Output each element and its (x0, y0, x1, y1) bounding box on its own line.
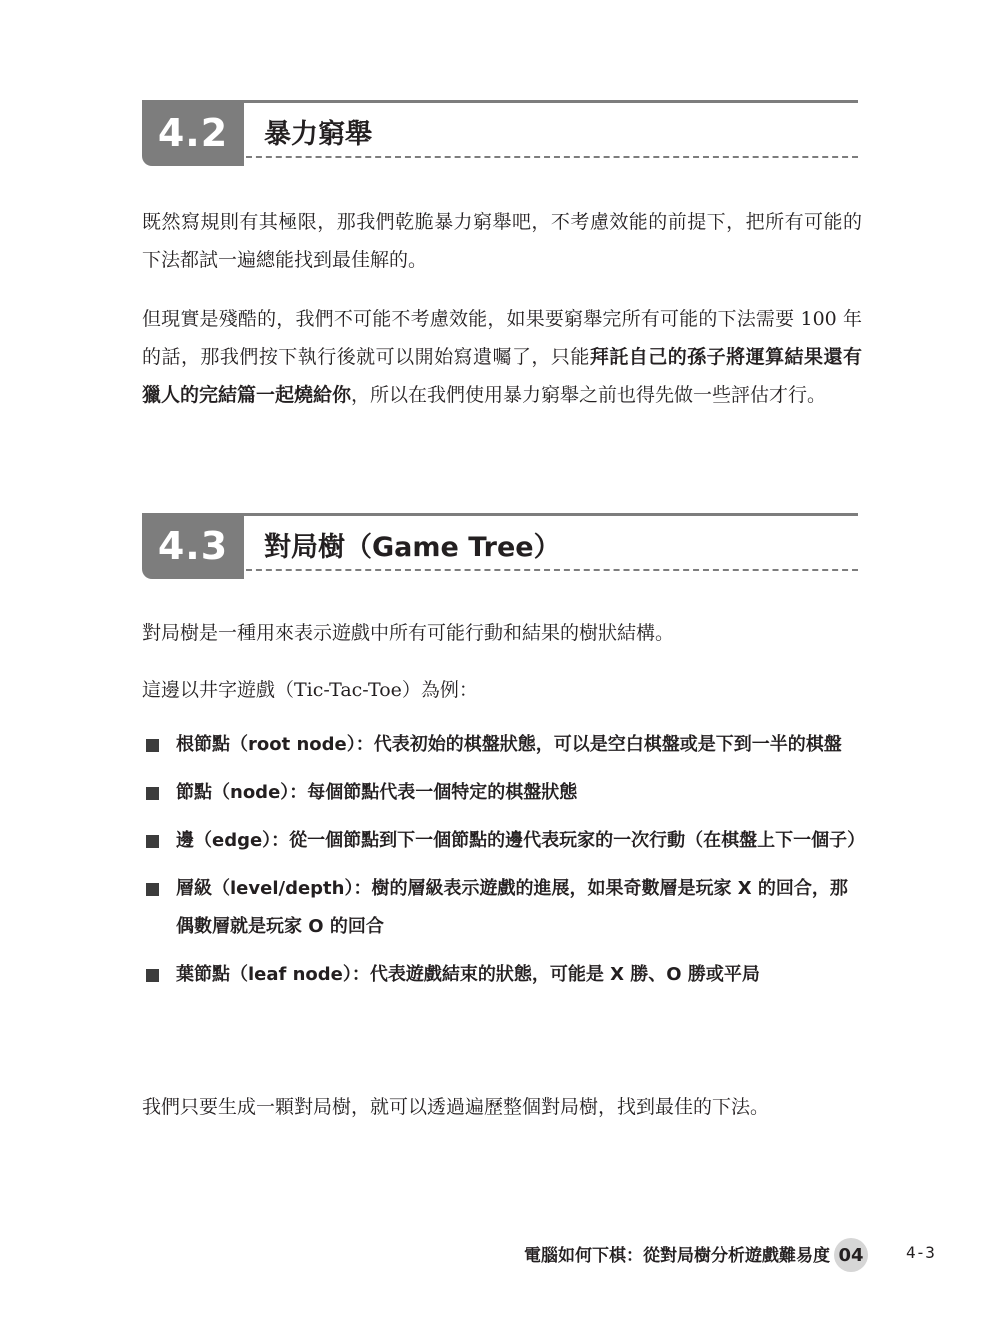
page-number: 4-3 (906, 1243, 935, 1262)
section-number: 4.2 (142, 100, 244, 166)
paragraph-game-tree-definition: 對局樹是一種用來表示遊戲中所有可能行動和結果的樹狀結構。 (142, 622, 675, 644)
list-item-text: 節點（node）：每個節點代表一個特定的棋盤狀態 (176, 782, 578, 803)
section-heading-4-3 (142, 513, 858, 583)
list-item-text: 層級（level/depth）：樹的層級表示遊戲的進展，如果奇數層是玩家 X 的回合，那偶數層就是玩家 O 的回合 (176, 878, 848, 937)
paragraph-brute-force-reality (142, 300, 862, 414)
list-item (142, 870, 862, 946)
square-bullet-icon (146, 835, 159, 848)
list-item (142, 774, 862, 812)
list-item (142, 822, 866, 860)
section-title: 對局樹（Game Tree） (264, 532, 561, 563)
list-item-text: 葉節點（leaf node）：代表遊戲結束的狀態，可能是 X 勝、O 勝或平局 (176, 964, 760, 985)
chapter-number-badge: 04 (834, 1238, 868, 1272)
paragraph-closing: 我們只要生成一顆對局樹，就可以透過遍歷整個對局樹，找到最佳的下法。 (142, 1096, 770, 1118)
list-item-text: 根節點（root node）：代表初始的棋盤狀態，可以是空白棋盤或是下到一半的棋盤 (176, 734, 842, 755)
heading-dashed-rule (246, 156, 858, 158)
list-item (142, 726, 862, 764)
paragraph-text: 但現實是殘酷的，我們不可能不考慮效能，如果要窮舉完所有可能的下法需要 100 年的話，那我們按下執行後就可以開始寫遺囑了，只能 (142, 308, 862, 368)
section-number: 4.3 (142, 513, 244, 579)
section-heading-4-2 (142, 100, 858, 170)
emphasized-text: 拜託自己的孫子將運算結果還有獵人的完結篇一起燒給你 (142, 346, 862, 406)
section-title: 暴力窮舉 (264, 119, 372, 150)
running-footer-title: 電腦如何下棋：從對局樹分析遊戲難易度 (524, 1246, 830, 1266)
list-item (142, 956, 862, 994)
square-bullet-icon (146, 883, 159, 896)
heading-top-rule (244, 100, 858, 103)
square-bullet-icon (146, 787, 159, 800)
heading-top-rule (244, 513, 858, 516)
paragraph-brute-force-intro: 既然寫規則有其極限，那我們乾脆暴力窮舉吧，不考慮效能的前提下，把所有可能的下法都試一遍總能找到最佳解的。 (142, 211, 862, 271)
game-tree-terms-list (142, 726, 866, 1004)
list-item-text: 邊（edge）：從一個節點到下一個節點的邊代表玩家的一次行動（在棋盤上下一個子） (176, 830, 866, 851)
paragraph-text: ，所以在我們使用暴力窮舉之前也得先做一些評估才行。 (351, 384, 827, 406)
heading-dashed-rule (246, 569, 858, 571)
square-bullet-icon (146, 739, 159, 752)
square-bullet-icon (146, 969, 159, 982)
paragraph-tic-tac-toe-example: 這邊以井字遊戲（Tic-Tac-Toe）為例： (142, 679, 478, 701)
